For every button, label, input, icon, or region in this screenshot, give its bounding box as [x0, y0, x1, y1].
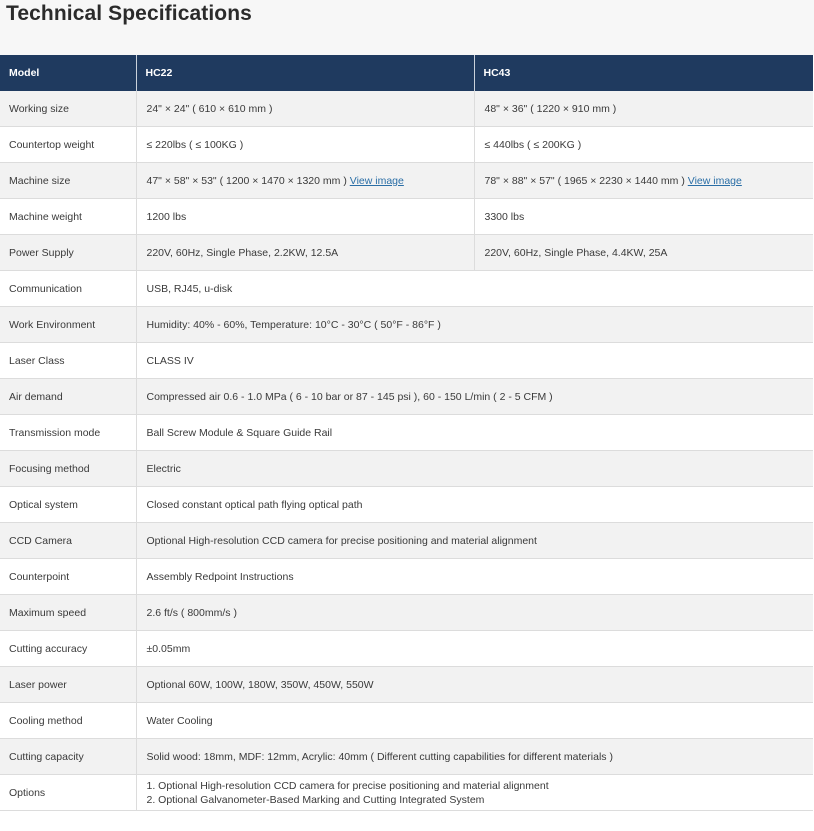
row-value: Solid wood: 18mm, MDF: 12mm, Acrylic: 40mm ( Different cutting capabilities for different materials ) [136, 739, 813, 775]
table-row [0, 199, 813, 235]
row-label: Transmission mode [0, 415, 136, 451]
hc22-value: 1200 lbs [136, 199, 474, 235]
table-row [0, 415, 813, 451]
row-value: Closed constant optical path flying optical path [136, 487, 813, 523]
table-row [0, 343, 813, 379]
hc43-value [474, 163, 813, 199]
table-row [0, 379, 813, 415]
row-label: Countertop weight [0, 127, 136, 163]
page-header [0, 0, 814, 55]
row-value: Electric [136, 451, 813, 487]
hc43-machine-size: 78" × 88" × 57" ( 1965 × 2230 × 1440 mm ) [484, 174, 685, 187]
row-value: Humidity: 40% - 60%, Temperature: 10°C - 30°C ( 50°F - 86°F ) [136, 307, 813, 343]
table-row [0, 127, 813, 163]
row-label: Laser Class [0, 343, 136, 379]
row-label: Cutting capacity [0, 739, 136, 775]
header-model: Model [0, 55, 136, 91]
row-label: Working size [0, 91, 136, 127]
table-row [0, 91, 813, 127]
hc43-value: 3300 lbs [474, 199, 813, 235]
row-label: Air demand [0, 379, 136, 415]
options-value [136, 775, 813, 811]
table-row [0, 163, 813, 199]
table-row [0, 775, 813, 811]
row-value: USB, RJ45, u-disk [136, 271, 813, 307]
spec-table [0, 55, 813, 811]
row-value: Ball Screw Module & Square Guide Rail [136, 415, 813, 451]
row-label: Counterpoint [0, 559, 136, 595]
table-row [0, 235, 813, 271]
header-hc43: HC43 [474, 55, 813, 91]
table-row [0, 307, 813, 343]
hc43-value: ≤ 440lbs ( ≤ 200KG ) [474, 127, 813, 163]
option-line: 2. Optional Galvanometer-Based Marking and Cutting Integrated System [146, 793, 485, 806]
table-row [0, 703, 813, 739]
hc22-value [136, 163, 474, 199]
row-label: Options [0, 775, 136, 811]
row-value: ±0.05mm [136, 631, 813, 667]
row-label: Communication [0, 271, 136, 307]
table-row [0, 739, 813, 775]
hc22-value: 220V, 60Hz, Single Phase, 2.2KW, 12.5A [136, 235, 474, 271]
table-row [0, 595, 813, 631]
row-value: Compressed air 0.6 - 1.0 MPa ( 6 - 10 bar or 87 - 145 psi ), 60 - 150 L/min ( 2 - 5 CFM ) [136, 379, 813, 415]
row-label: Maximum speed [0, 595, 136, 631]
row-value: Assembly Redpoint Instructions [136, 559, 813, 595]
row-label: Cooling method [0, 703, 136, 739]
row-label: CCD Camera [0, 523, 136, 559]
row-value: CLASS IV [136, 343, 813, 379]
row-value: Optional 60W, 100W, 180W, 350W, 450W, 550W [136, 667, 813, 703]
table-header-row [0, 55, 813, 91]
table-row [0, 631, 813, 667]
table-row [0, 451, 813, 487]
hc22-machine-size: 47" × 58" × 53" ( 1200 × 1470 × 1320 mm ) [146, 174, 347, 187]
table-row [0, 487, 813, 523]
hc22-view-image-link[interactable]: View image [349, 174, 404, 187]
hc43-view-image-link[interactable]: View image [687, 174, 742, 187]
table-row [0, 559, 813, 595]
page-title: Technical Specifications [6, 2, 252, 25]
hc43-value: 220V, 60Hz, Single Phase, 4.4KW, 25A [474, 235, 813, 271]
row-label: Laser power [0, 667, 136, 703]
option-line: 1. Optional High-resolution CCD camera for precise positioning and material alignment [146, 779, 549, 792]
hc43-value: 48" × 36" ( 1220 × 910 mm ) [474, 91, 813, 127]
row-label: Work Environment [0, 307, 136, 343]
row-label: Optical system [0, 487, 136, 523]
row-value: Water Cooling [136, 703, 813, 739]
row-label: Machine weight [0, 199, 136, 235]
table-row [0, 667, 813, 703]
table-row [0, 271, 813, 307]
hc22-value: ≤ 220lbs ( ≤ 100KG ) [136, 127, 474, 163]
row-value: 2.6 ft/s ( 800mm/s ) [136, 595, 813, 631]
table-row [0, 523, 813, 559]
row-label: Machine size [0, 163, 136, 199]
row-label: Cutting accuracy [0, 631, 136, 667]
row-value: Optional High-resolution CCD camera for precise positioning and material alignment [136, 523, 813, 559]
row-label: Focusing method [0, 451, 136, 487]
hc22-value: 24" × 24" ( 610 × 610 mm ) [136, 91, 474, 127]
header-hc22: HC22 [136, 55, 474, 91]
row-label: Power Supply [0, 235, 136, 271]
